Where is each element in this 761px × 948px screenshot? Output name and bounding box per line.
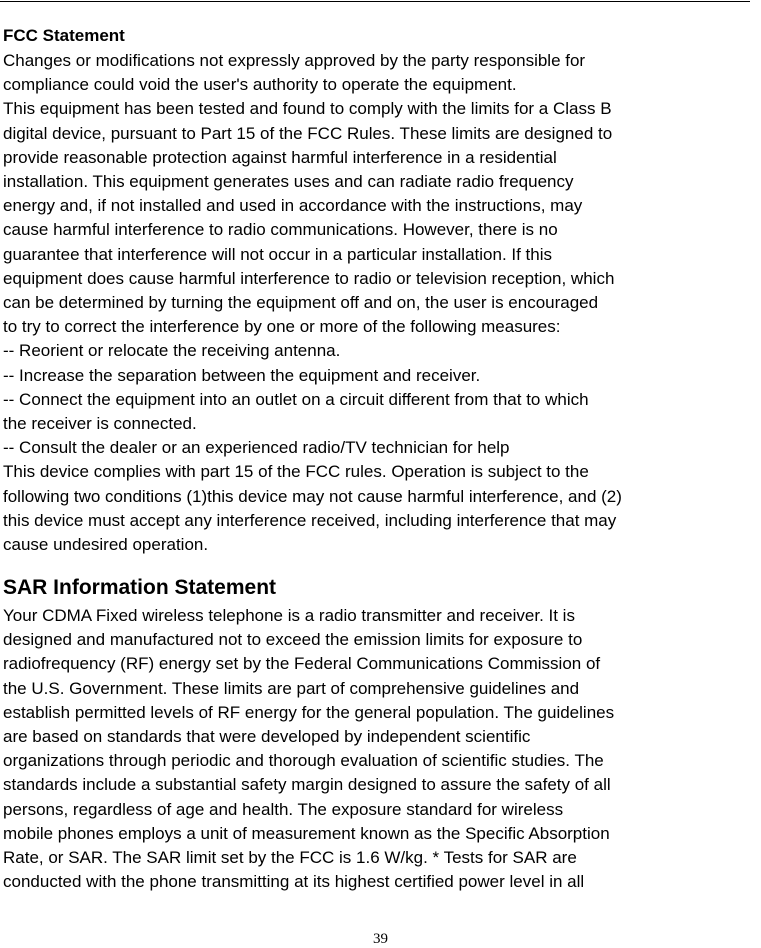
fcc-line: following two conditions (1)this device may not cause harmful interference, and (2)	[3, 486, 622, 506]
sar-line: designed and manufactured not to exceed the emission limits for exposure to	[3, 630, 583, 650]
sar-line: the U.S. Government. These limits are part of comprehensive guidelines and	[3, 678, 580, 698]
fcc-line: cause harmful interference to radio communications. However, there is no	[3, 220, 558, 240]
fcc-line: Changes or modifications not expressly approved by the party responsible for	[3, 51, 586, 70]
fcc-line: installation. This equipment generates uses and can radiate radio frequency	[3, 172, 574, 192]
fcc-line: energy and, if not installed and used in accordance with the instructions, may	[3, 196, 583, 216]
sar-line: are based on standards that were developed by independent scientific	[3, 727, 531, 747]
sar-line: Rate, or SAR. The SAR limit set by the FCC is 1.6 W/kg. * Tests for SAR are	[3, 848, 577, 868]
sar-line: Your CDMA Fixed wireless telephone is a radio transmitter and receiver. It is	[3, 606, 575, 625]
fcc-statement-body	[3, 49, 761, 557]
fcc-measure-item: the receiver is connected.	[3, 414, 197, 434]
sar-information-body	[3, 604, 761, 894]
fcc-measure-item: -- Reorient or relocate the receiving antenna.	[3, 341, 341, 361]
fcc-measure-item: -- Connect the equipment into an outlet on a circuit different from that to which	[3, 389, 589, 409]
fcc-line: This equipment has been tested and found to comply with the limits for a Class B	[3, 99, 612, 119]
fcc-line: guarantee that interference will not occur in a particular installation. If this	[3, 244, 553, 264]
fcc-line: cause undesired operation.	[3, 535, 209, 555]
sar-line: establish permitted levels of RF energy for the general population. The guidelines	[3, 702, 615, 722]
fcc-line: this device must accept any interference received, including interference that may	[3, 510, 617, 530]
sar-line: radiofrequency (RF) energy set by the Federal Communications Commission of	[3, 654, 601, 674]
sar-line: persons, regardless of age and health. The exposure standard for wireless	[3, 799, 564, 819]
fcc-measure-item: -- Consult the dealer or an experienced radio/TV technician for help	[3, 438, 510, 458]
sar-line: conducted with the phone transmitting at its highest certified power level in all	[3, 872, 585, 892]
fcc-line: digital device, pursuant to Part 15 of the FCC Rules. These limits are designed to	[3, 123, 613, 143]
fcc-line: This device complies with part 15 of the FCC rules. Operation is subject to the	[3, 462, 589, 482]
sar-information-heading: SAR Information Statement	[3, 576, 277, 599]
fcc-line: compliance could void the user's authority to operate the equipment.	[3, 75, 517, 95]
fcc-line: provide reasonable protection against harmful interference in a residential	[3, 147, 557, 167]
fcc-line: equipment does cause harmful interference to radio or television reception, which	[3, 268, 615, 288]
fcc-line: can be determined by turning the equipment off and on, the user is encouraged	[3, 293, 599, 313]
fcc-line: to try to correct the interference by one or more of the following measures:	[3, 317, 561, 337]
fcc-statement-heading: FCC Statement	[3, 26, 125, 45]
sar-line: organizations through periodic and thorough evaluation of scientific studies. The	[3, 751, 604, 771]
sar-line: mobile phones employs a unit of measurement known as the Specific Absorption	[3, 823, 610, 843]
top-rule	[0, 1, 750, 2]
sar-line: standards include a substantial safety margin designed to assure the safety of all	[3, 775, 611, 795]
fcc-measure-item: -- Increase the separation between the equipment and receiver.	[3, 365, 481, 385]
page-number: 39	[373, 931, 388, 947]
